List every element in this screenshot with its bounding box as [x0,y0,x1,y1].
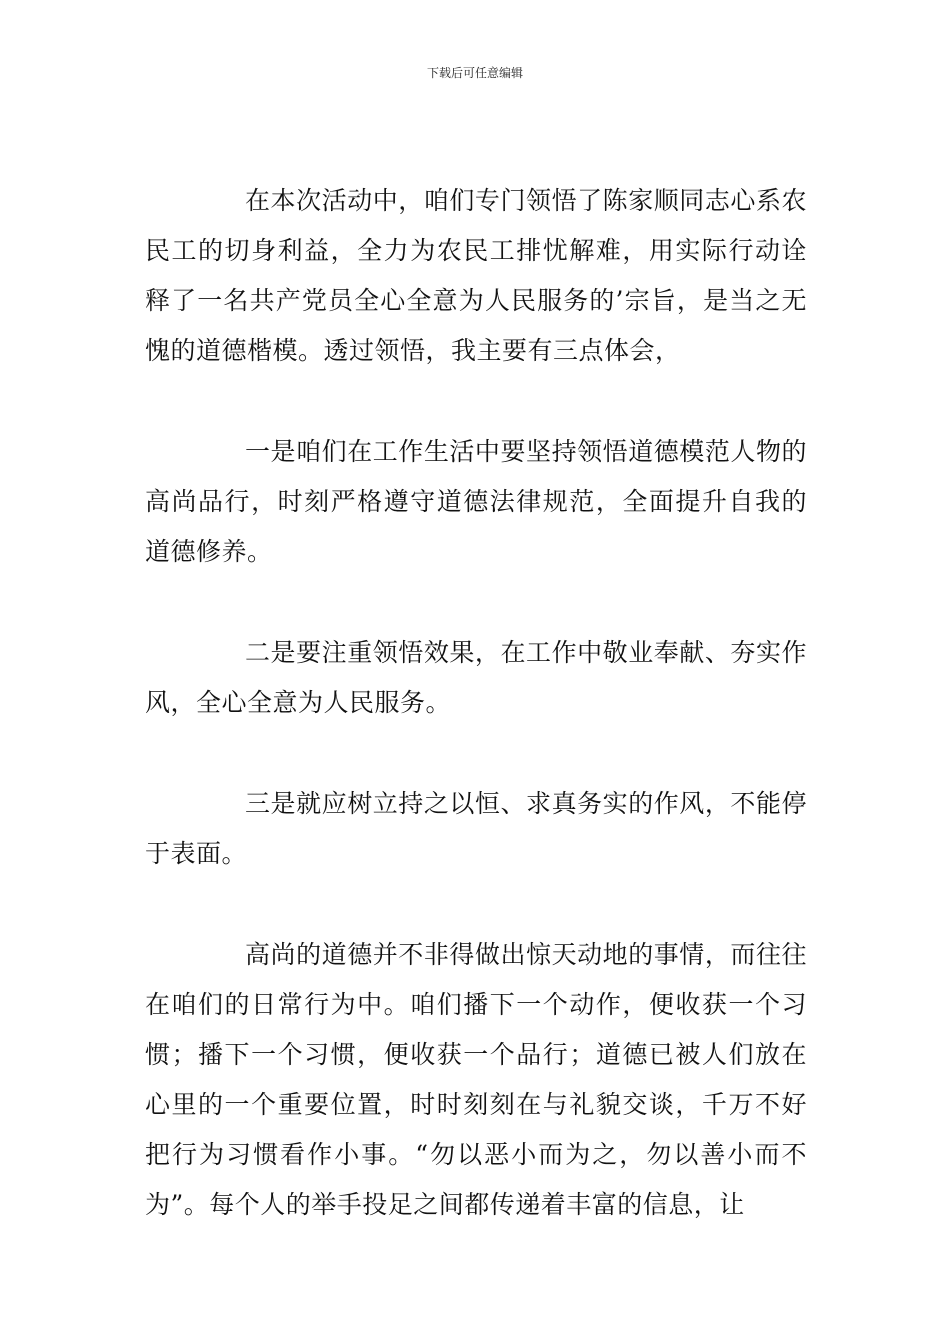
paragraph-4: 三是就应树立持之以恒、求真务实的作风，不能停于表面。 [145,789,807,868]
paragraph-1: 在本次活动中，咱们专门领悟了陈家顺同志心系农民工的切身利益，全力为农民工排忧解难，用实际行动诠释了一名共产党员全心全意为人民服务的’宗旨，是当之无愧的道德楷模。透过领悟，我主要有三点体会， [145,186,807,365]
paragraph-5: 高尚的道德并不非得做出惊天动地的事情，而往往在咱们的日常行为中。咱们播下一个动作，便收获一个习惯；播下一个习惯，便收获一个品行；道德已被人们放在心里的一个重要位置，时时刻刻在与礼貌交谈，千万不好把行为习惯看作小事。“勿以恶小而为之，勿以善小而不为”。每个人的举手投足之间都传递着丰富的信息，让 [145,940,807,1219]
document-body [145,176,807,1281]
paragraph-3: 二是要注重领悟效果，在工作中敬业奉献、夯实作风，全心全意为人民服务。 [145,638,807,717]
page-header-note: 下载后可任意编辑 [426,66,523,80]
paragraph-2: 一是咱们在工作生活中要坚持领悟道德模范人物的高尚品行，时刻严格遵守道德法律规范，全面提升自我的道德修养。 [145,437,807,566]
